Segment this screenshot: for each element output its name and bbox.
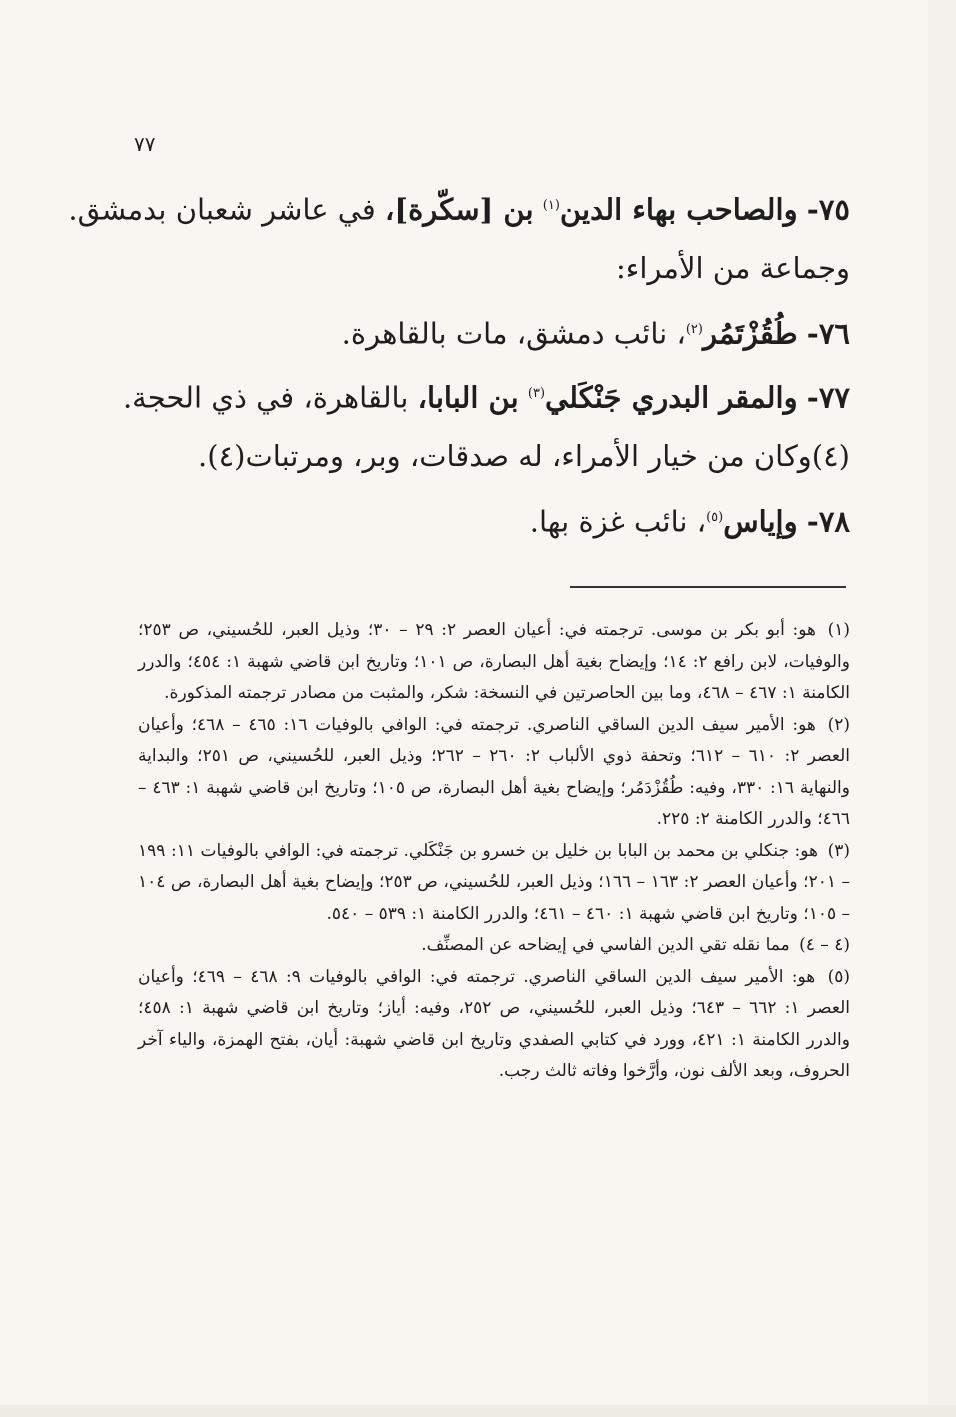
entry-detail: بالقاهرة، في ذي الحجة.: [122, 380, 409, 415]
entry-75: [68, 186, 850, 230]
footnote-marker: (١): [827, 620, 851, 640]
section-heading: وجماعة من الأمراء:: [615, 251, 850, 285]
footnote-4: [138, 930, 850, 962]
footnote-ref: (٥): [706, 510, 724, 525]
footnote-text: مما نقله تقي الدين الفاسي في إيضاحه عن المصنِّف.: [421, 935, 790, 955]
footnote-text: هو: أبو بكر بن موسى. ترجمته في: أعيان العصر ٢: ٢٩ – ٣٠؛ وذيل العبر، للحُسيني، ص ٢٥٣؛ والوفيات، لابن رافع ٢: ١٤؛ وإيضاح بغية أهل البصارة، ص ١٠١؛ وتاريخ ابن قاضي شهبة ١: ٤٥٤؛ والدرر الكامنة ١: ٤٦٧ – ٤٦٨، وما بين الحاصرتين في النسخة: شكر، والمثبت من مصادر ترجمته المذكورة.: [138, 620, 850, 703]
entry-detail: ، نائب غزة بها.: [529, 504, 707, 539]
footnote-divider: [570, 586, 846, 588]
footnotes: [138, 615, 850, 1088]
footnote-3: [138, 836, 850, 931]
page-number: ٧٧: [134, 132, 156, 156]
footnote-ref: (٣): [527, 386, 546, 401]
entry-name-continued: بن [سكّرة]،: [385, 192, 534, 227]
page-bottom-edge: [0, 1405, 956, 1417]
footnote-marker: (٥): [827, 966, 851, 987]
entry-detail: في عاشر شعبان بدمشق.: [68, 192, 376, 227]
footnote-text: هو: الأمير سيف الدين الساقي الناصري. ترجمته في: الوافي بالوفيات ٩: ٤٦٨ – ٤٦٩؛ وأعيان العصر ١: ٦٦٢ – ٦٤٣؛ وذيل العبر، للحُسيني، ص ٢٥٢، وفيه: أياز؛ وتاريخ ابن قاضي شهبة ١: ٤٥٨؛ والدرر الكامنة ١: ٤٢١، وورد في كتابي الصفدي وتاريخ ابن قاضي شهبة: أيان، بفتح الهمزة، والياء آخر الحروف، وبعد الألف نون، وأرَّخوا وفاته ثالث رجب.: [138, 966, 850, 1081]
entry-name-continued: بن البابا،: [417, 380, 519, 415]
footnote-marker: (٢): [827, 714, 850, 735]
footnote-text: هو: جنكلي بن محمد بن البابا بن خليل بن خسرو بن جَنْكَلي. ترجمته في: الوافي بالوفيات ١١: ١٩٩ – ٢٠١؛ وأعيان العصر ٢: ١٦٣ – ١٦٦؛ وذيل العبر، للحُسيني، ص ٢٥٣؛ وإيضاح بغية أهل البصارة، ص ١٠٤ – ١٠٥؛ وتاريخ ابن قاضي شهبة ١: ٤٦٠ – ٤٦١؛ والدرر الكامنة ١: ٥٣٩ – ٥٤٠.: [138, 840, 851, 924]
footnote-marker: (٤ – ٤): [799, 935, 850, 955]
page-edge-shadow: [928, 0, 956, 1417]
entry-78: [530, 498, 850, 542]
footnote-marker: (٣): [827, 840, 850, 861]
entry-detail: ، نائب دمشق، مات بالقاهرة.: [341, 316, 686, 351]
entry-number: ٧٦-: [806, 316, 850, 351]
footnote-text: هو: الأمير سيف الدين الساقي الناصري. ترجمته في: الوافي بالوفيات ١٦: ٤٦٥ – ٤٦٨؛ وأعيان العصر ٢: ٦١٠ – ٦١٢؛ وتحفة ذوي الألباب ٢: ٢٦٠ – ٢٦٢؛ وذيل العبر، للحُسيني، ص ٢٥١؛ والبداية والنهاية ١٦: ٣٣٠، وفيه: طُقُزْدَمُر؛ وإيضاح بغية أهل البصارة، ص ١٠٥؛ وتاريخ ابن قاضي شهبة ١: ٤٦٣ – ٤٦٦؛ والدرر الكامنة ٢: ٢٢٥.: [138, 714, 850, 829]
footnote-5: [138, 962, 850, 1088]
entry-name: والمقر البدري جَنْكَلي: [545, 380, 798, 415]
footnote-1: [138, 615, 850, 710]
entry-number: ٧٥-: [806, 192, 850, 227]
entry-name: طُقُزْتَمُر: [702, 316, 798, 351]
entry-name: والصاحب بهاء الدين: [559, 192, 798, 227]
entry-number: ٧٨-: [806, 504, 850, 539]
entry-name: وإياس: [723, 504, 798, 539]
footnote-ref: (٢): [685, 322, 703, 337]
entry-77: [123, 374, 850, 418]
footnote-ref: (١): [542, 198, 560, 213]
entry-number: ٧٧-: [806, 380, 850, 415]
entry-76: [342, 310, 850, 354]
footnote-2: [138, 710, 850, 836]
entry-77-note: (٤)وكان من خيار الأمراء، له صدقات، وبر، ومرتبات(٤).: [198, 439, 850, 473]
